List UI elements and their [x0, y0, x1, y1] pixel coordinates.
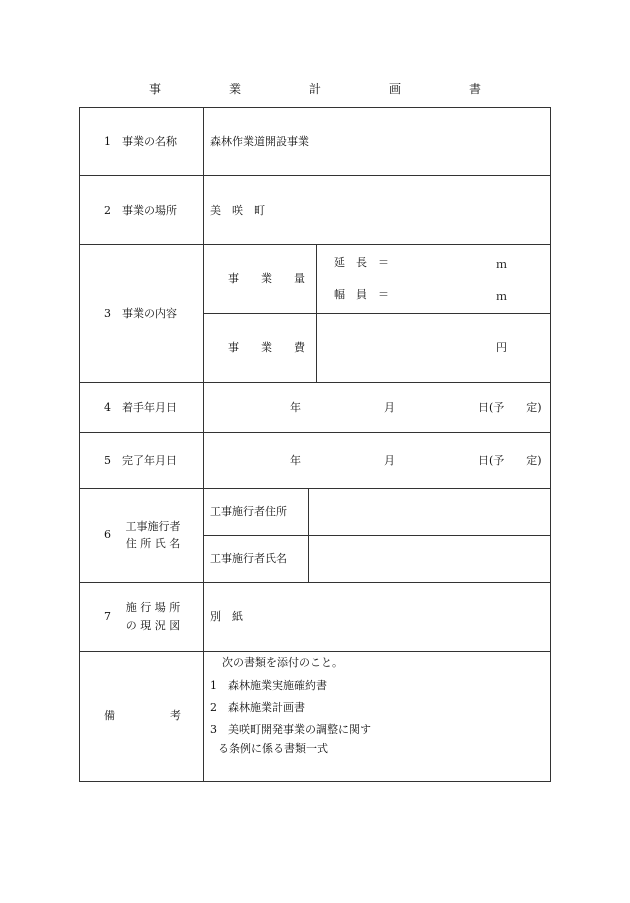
cost-label: 事 業 費: [228, 341, 305, 354]
remarks-item-1: 1 森林施業実施確約書: [210, 679, 327, 692]
row-label-project-location: 2 事業の場所: [104, 204, 177, 217]
row-label-completion-date: 5 完了年月日: [104, 454, 177, 467]
row-divider: [80, 651, 550, 652]
start-day-planned: 日(予 定): [478, 401, 542, 414]
project-name-value: 森林作業道開設事業: [210, 135, 309, 148]
row-label-project-name: 1 事業の名称: [104, 135, 177, 148]
row-divider: [203, 313, 550, 314]
row-divider: [80, 382, 550, 383]
row-divider: [80, 432, 550, 433]
width-label: 幅 員 ＝: [334, 288, 389, 301]
row-divider: [80, 175, 550, 176]
row-number-site-map: 7: [104, 610, 111, 623]
row-divider: [80, 244, 550, 245]
row-divider: [80, 488, 550, 489]
label-column-divider: [203, 108, 204, 781]
completion-day-planned: 日(予 定): [478, 454, 542, 467]
contractor-name-label: 工事施行者氏名: [210, 552, 287, 565]
completion-month: 月: [384, 454, 395, 467]
cost-unit: 円: [496, 341, 507, 354]
contractor-label-line1: 工事施行者: [125, 520, 181, 533]
width-unit: ｍ: [496, 290, 507, 303]
plan-table: [79, 107, 551, 782]
contractor-label-line2: 住 所 氏 名: [125, 537, 181, 550]
quantity-label: 事 業 量: [228, 272, 305, 285]
remarks-item-2: 2 森林施業計画書: [210, 701, 305, 714]
site-map-label-line1: 施 行 場 所: [125, 601, 181, 614]
remarks-intro: 次の書類を添付のこと。: [222, 656, 343, 669]
row-label-start-date: 4 着手年月日: [104, 401, 177, 414]
length-unit: ｍ: [496, 258, 507, 271]
completion-year: 年: [290, 454, 301, 467]
remarks-label-right: 考: [170, 709, 181, 722]
site-map-label-line2: の 現 況 図: [125, 619, 181, 632]
row-divider: [203, 535, 550, 536]
row-label-project-content: 3 事業の内容: [104, 307, 177, 320]
start-month: 月: [384, 401, 395, 414]
site-map-value: 別 紙: [210, 610, 243, 623]
row-divider: [80, 582, 550, 583]
project-location-value: 美 咲 町: [210, 204, 265, 217]
remarks-item-3-line1: 3 美咲町開発事業の調整に関す: [210, 723, 371, 736]
row-number-contractor: 6: [104, 528, 111, 541]
remarks-label-left: 備: [104, 709, 115, 722]
content-subdivider: [316, 244, 317, 382]
contractor-subdivider: [308, 488, 309, 582]
document-title: 事 業 計 画 書: [148, 82, 509, 96]
remarks-item-3-line2: る条例に係る書類一式: [218, 742, 328, 755]
start-year: 年: [290, 401, 301, 414]
contractor-address-label: 工事施行者住所: [210, 505, 287, 518]
length-label: 延 長 ＝: [334, 256, 389, 269]
